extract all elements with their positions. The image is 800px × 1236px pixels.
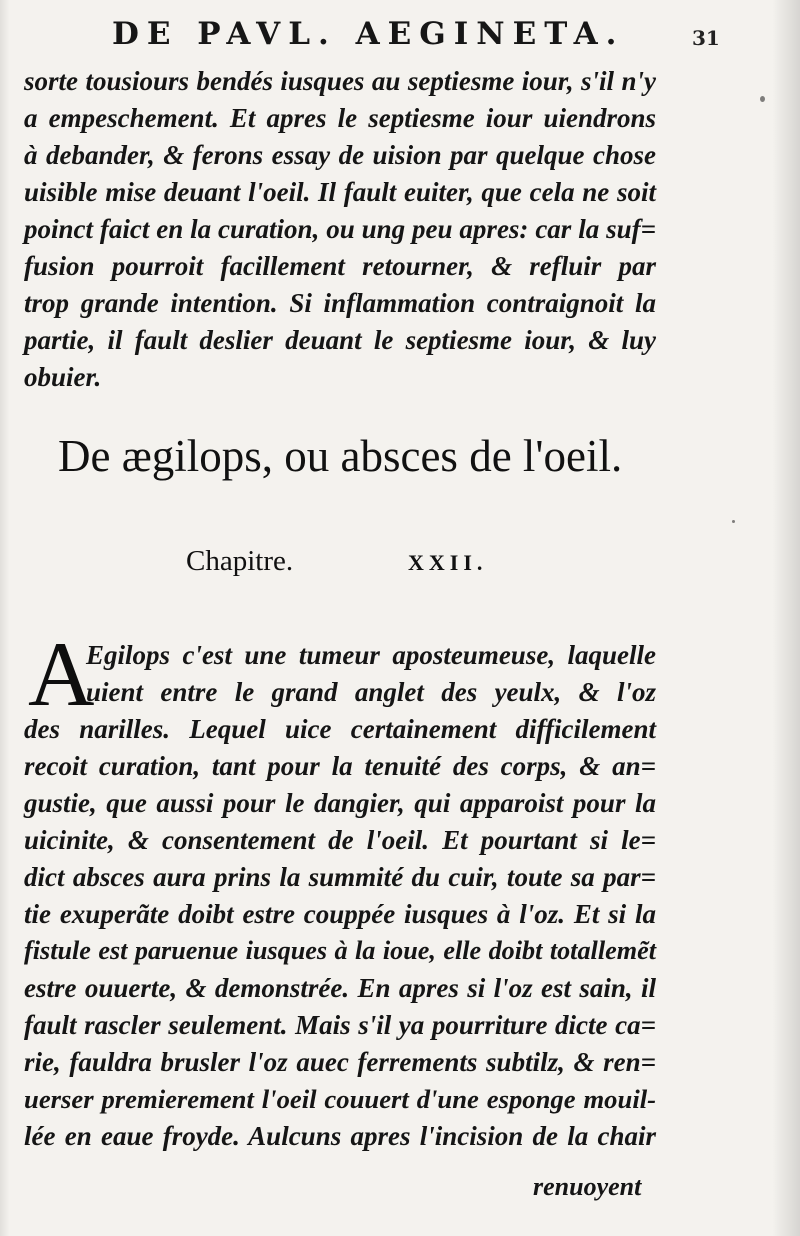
- paper-speck: [732, 520, 735, 523]
- chapter-label: Chapitre.: [186, 545, 294, 577]
- text-line: des narilles. Lequel uice certainement difficilement: [24, 714, 656, 744]
- text-line: uicinite, & consentement de l'oeil. Et pourtant si le=: [24, 825, 656, 855]
- text-line: Egilops c'est une tumeur aposteumeuse, laquelle: [86, 640, 656, 670]
- text-line: lée en eaue froyde. Aulcuns apres l'incision de la chair: [24, 1121, 656, 1151]
- page-number: 31: [692, 26, 720, 50]
- section-heading: De ægilops, ou absces de l'oeil.: [58, 431, 623, 481]
- text-line: uient entre le grand anglet des yeulx, & l'oz: [86, 677, 656, 707]
- text-line: uerser premierement l'oeil couuert d'une esponge mouil-: [24, 1084, 656, 1114]
- text-line: estre ouuerte, & demonstrée. En apres si l'oz est sain, il: [24, 973, 656, 1003]
- text-line: fistule est paruenue iusques à la ioue, elle doibt totallemẽt: [24, 936, 656, 965]
- text-line: poinct faict en la curation, ou ung peu apres: car la suf=: [24, 214, 656, 244]
- paper-speck: [760, 96, 765, 102]
- chapter-number: XXII.: [408, 550, 488, 575]
- text-line: fault rascler seulement. Mais s'il ya pourriture dicte ca=: [24, 1010, 656, 1040]
- text-line: sorte tousiours bendés iusques au septiesme iour, s'il n'y: [24, 66, 656, 96]
- text-line: obuier.: [24, 362, 102, 392]
- text-line: uisible mise deuant l'oeil. Il fault euiter, que cela ne soit: [24, 177, 656, 207]
- drop-capital: A: [28, 623, 95, 725]
- text-line: dict absces aura prins la summité du cuir, toute sa par=: [24, 862, 656, 892]
- text-line: partie, il fault deslier deuant le septiesme iour, & luy: [24, 325, 656, 355]
- text-line: recoit curation, tant pour la tenuité des corps, & an=: [24, 751, 656, 781]
- running-head: DE PAVL. AEGINETA.: [112, 16, 625, 52]
- text-line: gustie, que aussi pour le dangier, qui apparoist pour la: [24, 788, 656, 818]
- text-line: trop grande intention. Si inflammation contraignoit la: [24, 288, 656, 318]
- text-line: tie exuperãte doibt estre couppée iusques à l'oz. Et si la: [24, 899, 656, 929]
- text-line: rie, fauldra brusler l'oz auec ferrements subtilz, & ren=: [24, 1047, 656, 1077]
- text-line: a empeschement. Et apres le septiesme iour uiendrons: [24, 103, 656, 133]
- text-line: fusion pourroit facillement retourner, & refluir par: [24, 251, 656, 281]
- text-line: à debander, & ferons essay de uision par quelque chose: [24, 140, 656, 170]
- catchword: renuoyent: [533, 1172, 642, 1201]
